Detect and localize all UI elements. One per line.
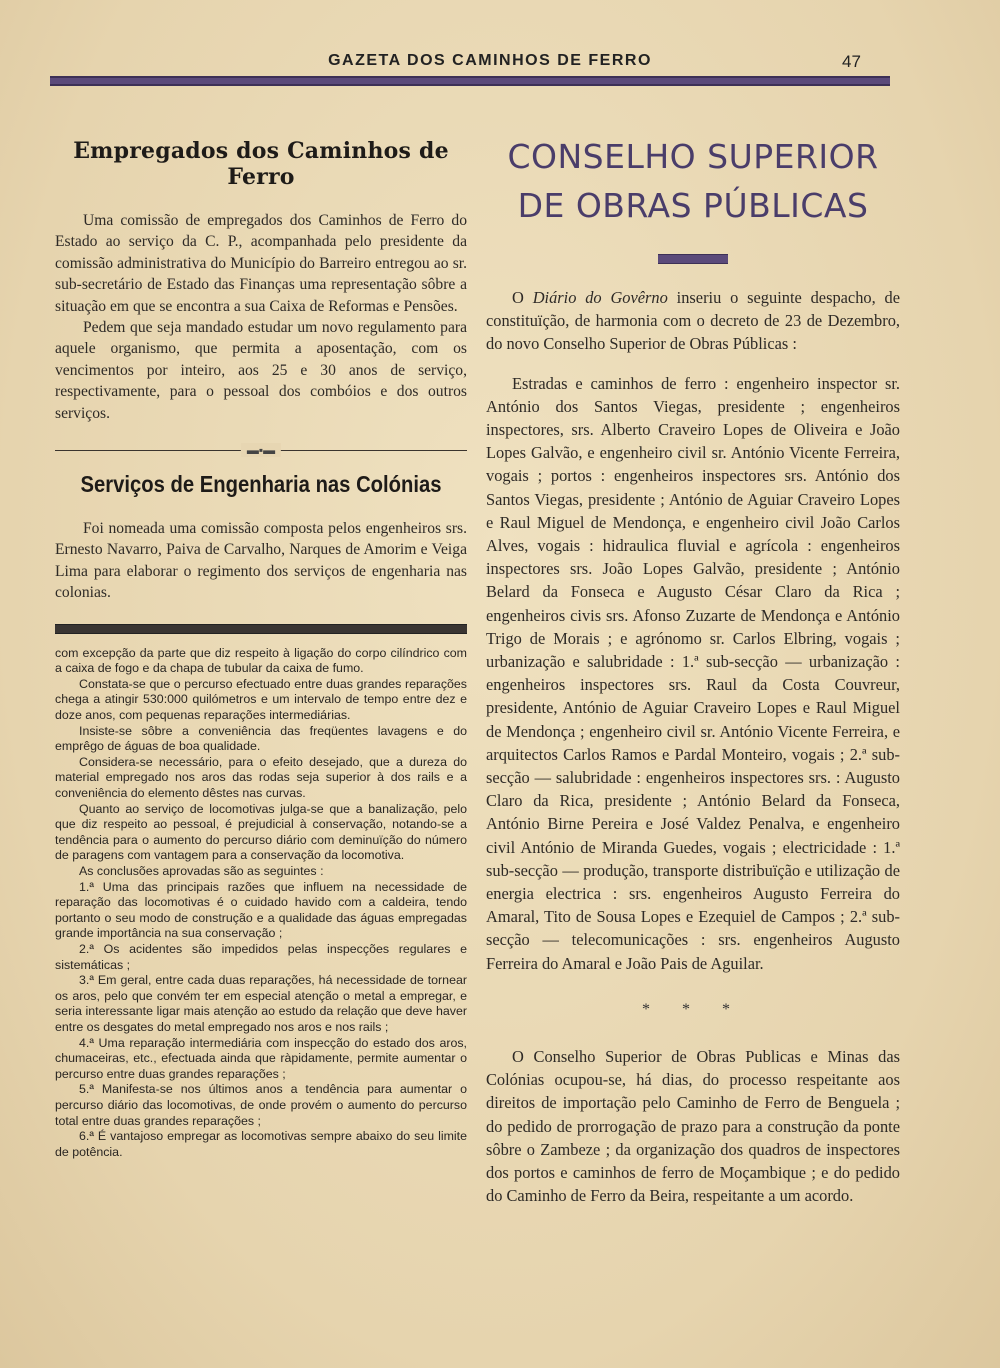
paragraph: Insiste-se sôbre a conveniência das freqüentes lavagens e do emprêgo de águas de boa qualidade. xyxy=(55,723,467,754)
section-divider-bar xyxy=(55,624,467,634)
article-body-conselho xyxy=(486,372,900,975)
header-rule xyxy=(50,76,890,86)
paragraph: 1.ª Uma das principais razões que influem na necessidade de reparação das locomotivas é o cuidado havido com a caldeira, tendo portanto o seu modo de construção e a qualidade das águas empregadas grande importância na sua conservação ; xyxy=(55,879,467,941)
paragraph xyxy=(486,286,900,356)
article-title-empregados: Empregados dos Caminhos de Ferro xyxy=(73,138,449,190)
article-title-servicos: Serviços de Engenharia nas Colónias xyxy=(80,471,442,498)
paragraph: As conclusões aprovadas são as seguintes : xyxy=(79,864,324,878)
section-stars: * * * xyxy=(642,1000,744,1018)
article-closing-conselho xyxy=(486,1045,900,1207)
paragraph: 4.ª Uma reparação intermediária com inspecção do estado dos aros, chumaceiras, etc., efectuada ainda que ràpidamente, permite aumentar o percurso entre duas grandes reparações ; xyxy=(55,1035,467,1081)
article-intro-conselho xyxy=(486,286,900,356)
title-ornament xyxy=(658,254,728,264)
article-title-conselho xyxy=(486,132,900,230)
paragraph: Uma comissão de empregados dos Caminhos de Ferro do Estado ao serviço da C. P., acompanhada pelo presidente da comissão administrativa do Município do Barreiro entregou ao sr. sub-secretário de Estado das Finanças uma representação sôbre a situação em que se encontra a sua Caixa de Reformas e Pensões. xyxy=(55,212,467,315)
publication-name: Diário do Govêrno xyxy=(532,288,668,307)
paragraph: Constata-se que o percurso efectuado entre duas grandes reparações chega a atingir 530:000 quilómetros e um intervalo de tempo entre dez e doze anos, com pequenas reparações intermediárias. xyxy=(55,676,467,723)
left-column xyxy=(55,138,467,1160)
intro-text: O xyxy=(512,288,533,307)
right-column xyxy=(486,132,900,1207)
paragraph: O Conselho Superior de Obras Publicas e Minas das Colónias ocupou-se, há dias, do processo respeitante aos direitos de importação pelo Caminho de Ferro de Benguela ; do pedido de prorrogação de prazo para a construção da ponte sôbre o Zambeze ; da organização dos quadros de inspectores dos portos e caminhos de ferro de Moçambique ; e do pedido do Caminho de Ferro da Beira, respeitante a um acordo. xyxy=(486,1046,900,1206)
paragraph: 3.ª Em geral, entre cada duas reparações, há necessidade de tornear os aros, pelo que convém ter em especial atenção o metal a empregar, e seria interessante ligar mais atenção ao estudo da relação que deve haver entre os desgates do metal empregado nos aros e nos rails ; xyxy=(55,973,467,1034)
title-line-1: CONSELHO SUPERIOR xyxy=(507,137,879,176)
paragraph: Considera-se necessário, para o efeito desejado, que a dureza do material empregado nos aros das rodas seja superior à dos rails e a conveniência do elemento dêstes nas curvas. xyxy=(55,754,467,801)
paragraph: Quanto ao serviço de locomotivas julga-se que a banalização, pelo que diz respeito ao pessoal, é prejudicial à conservação, notando-se a tendência para o aumento do percurso diário com deminuïção do número de paragens com vantagem para a conservação da locomotiva. xyxy=(55,801,467,863)
locomotive-ornament-icon: ▬▪▬ xyxy=(241,443,281,457)
article-body-empregados xyxy=(55,210,467,424)
section-separator xyxy=(55,443,467,458)
intro-text: inseriu o seguinte despacho, de constituïção, de harmonia com o decreto de 23 de Dezembro, do novo Conselho Superior de Obras Públicas : xyxy=(486,288,901,354)
paragraph: com excepção da parte que diz respeito à ligação do corpo cilíndrico com a caixa de fogo e da chapa de tubular da caixa de fumo. xyxy=(55,645,467,676)
paragraph: Pedem que seja mandado estudar um novo regulamento para aquele organismo, que permita a aposentação, com os vencimentos por inteiro, aos 25 e 30 anos de serviço, respectivamente, para o pessoal dos combóios e dos outros serviços. xyxy=(55,319,467,422)
title-line-2: DE OBRAS PÚBLICAS xyxy=(517,186,869,225)
paragraph: Estradas e caminhos de ferro : engenheiro inspector sr. António dos Santos Viegas, presidente ; engenheiros inspectores, srs. Alberto Craveiro Lopes de Oliveira e João Lopes Galvão, e engenheiro civil sr. António Vicente Ferreira, vogais ; portos : engenheiros inspectores srs. António dos Santos Viegas, presidente ; António de Aguiar Craveiro Lopes e Raul Miguel de Mendonça, e engenheiro civil João Carlos Alves, vogais : hidraulica fluvial e agrícola : engenheiros inspectores srs. João Lopes Galvão, presidente ; António Belard da Fonseca e Augusto César Claro da Rica ; engenheiros civis srs. Afonso Zuzarte de Mendonça e António Trigo de Morais ; e agrónomo sr. Carlos Elbring, vogais ; urbanização e salubridade : 1.ª sub-secção — urbanização : engenheiros inspectores srs. Raul da Costa Couvreur, presidente, António de Aguiar Craveiro Lopes e Raul Miguel de Mendonça ; engenheiro civil sr. António Vicente Ferreira, e arquitectos Carlos Ramos e Pardal Monteiro, vogais ; 2.ª sub-secção — salubridade : engenheiros inspectores srs. : Augusto Claro da Rica, presidente ; António Belard da Fonseca, António Birne Pereira e José Valdez Penalva, e engenheiro civil António de Miranda Guedes, vogais ; electricidade : 1.ª sub-secção — produção, transporte distribuïção e utilização de energia electrica : srs. engenheiros Augusto Ferreira do Amaral, Tito de Sousa Lopes e Ezequiel de Campos ; 2.ª sub-secção — telecomunicações : srs. engenheiros Augusto Ferreira do Amaral e João Pais de Aguilar. xyxy=(486,373,900,973)
paragraph: 6.ª É vantajoso empregar as locomotivas sempre abaixo do seu limite de potência. xyxy=(55,1129,467,1159)
page-number: 47 xyxy=(842,52,861,71)
paragraph: 2.ª Os acidentes são impedidos pelas inspecções regulares e sistemáticas ; xyxy=(55,941,467,972)
paragraph: 5.ª Manifesta-se nos últimos anos a tendência para aumentar o percurso diário das locomotivas, de onde provém o aumento do percurso total entre duas grandes reparações ; xyxy=(55,1082,467,1128)
paragraph: Foi nomeada uma comissão composta pelos engenheiros srs. Ernesto Navarro, Paiva de Carvalho, Narques de Amorim e Veiga Lima para elaborar o regimento dos serviços de engenharia nas colonias. xyxy=(55,520,467,602)
publication-title: GAZETA DOS CAMINHOS DE FERRO xyxy=(328,52,652,69)
article-body-servicos xyxy=(55,518,467,604)
article-body-locomotivas xyxy=(55,646,467,1161)
